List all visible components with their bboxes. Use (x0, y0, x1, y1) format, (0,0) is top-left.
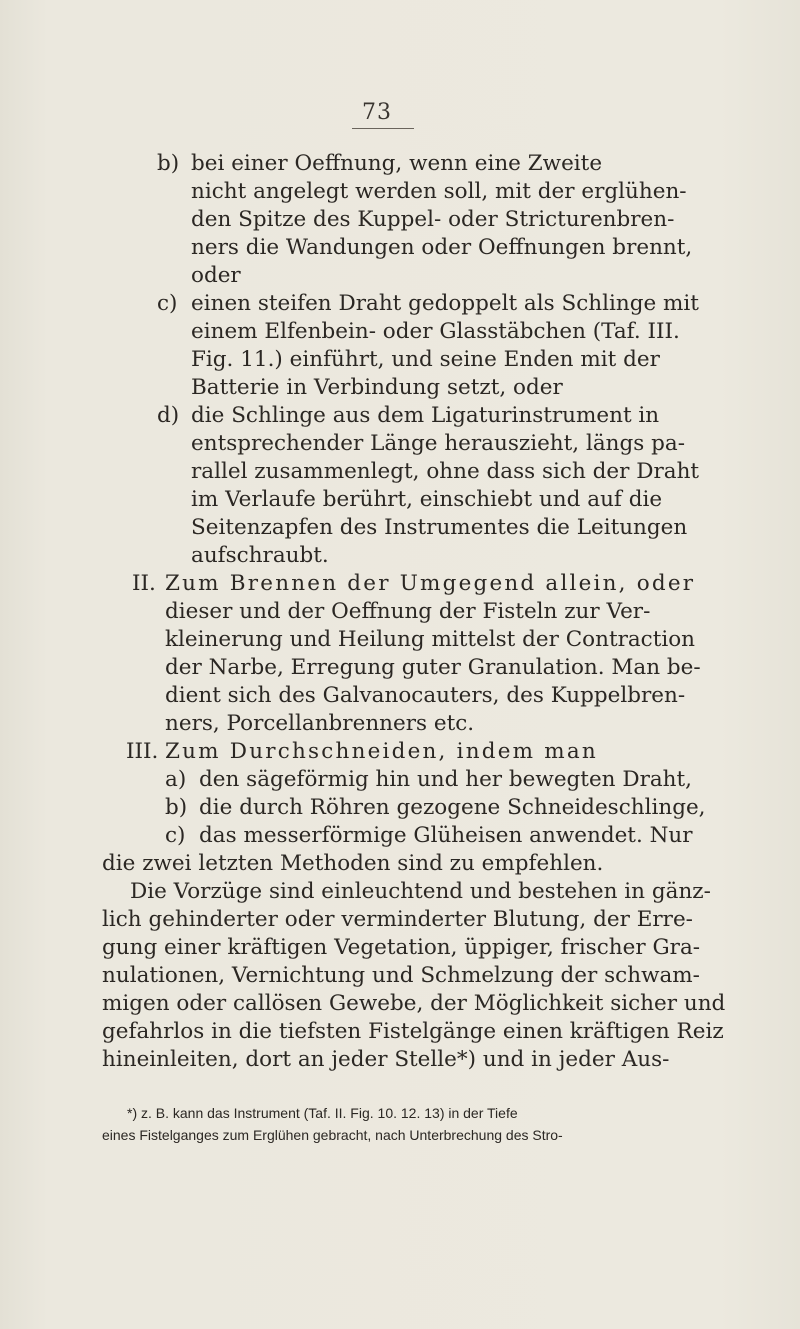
text-line: aufschraubt. (191, 543, 329, 568)
text-line: nulationen, Vernichtung und Schmelzung der schwam- (102, 963, 700, 988)
text-line: der Narbe, Erregung guter Granulation. Man be- (165, 655, 701, 680)
text-line: gung einer kräftigen Vegetation, üppiger, frischer Gra- (102, 935, 701, 960)
text-line: im Verlaufe berührt, einschiebt und auf die (191, 487, 663, 512)
text-line: entsprechender Länge herauszieht, längs pa- (191, 431, 685, 456)
list-marker: b) (165, 795, 188, 820)
text-line: oder (191, 263, 241, 288)
text-line: migen oder callösen Gewebe, der Möglichkeit sicher und (102, 991, 726, 1016)
list-marker: c) (157, 291, 178, 316)
section-heading: Zum Durchschneiden, indem man (165, 739, 598, 764)
text-line: dieser und der Oeffnung der Fisteln zur Ver- (165, 599, 651, 624)
text-line: Die Vorzüge sind einleuchtend und bestehen in gänz- (130, 879, 711, 904)
text-line: Batterie in Verbindung setzt, oder (191, 375, 563, 400)
text-line: nicht angelegt werden soll, mit der erglühen- (191, 179, 687, 204)
text-line: gefahrlos in die tiefsten Fistelgänge einen kräftigen Reiz (102, 1019, 724, 1044)
text-line: ners, Porcellanbrenners etc. (165, 711, 475, 736)
text-line: einen steifen Draht gedoppelt als Schlinge mit (191, 291, 699, 316)
text-line: hineinleiten, dort an jeder Stelle*) und in jeder Aus- (102, 1047, 670, 1072)
text-line: das messerförmige Glüheisen anwendet. Nur (199, 823, 693, 848)
section-marker: II. (132, 571, 156, 596)
text-line: den sägeförmig hin und her bewegten Draht, (199, 767, 692, 792)
header-rule (352, 128, 414, 129)
text-line: einem Elfenbein- oder Glasstäbchen (Taf. III. (191, 319, 680, 344)
text-line: dient sich des Galvanocauters, des Kuppelbren- (165, 683, 686, 708)
page-number: 73 (362, 100, 392, 125)
text-line: die zwei letzten Methoden sind zu empfehlen. (102, 851, 604, 876)
list-marker: a) (165, 767, 187, 792)
text-line: kleinerung und Heilung mittelst der Contraction (165, 627, 696, 652)
section-marker: III. (126, 739, 159, 764)
text-line: die durch Röhren gezogene Schneideschlinge, (199, 795, 706, 820)
text-line: rallel zusammenlegt, ohne dass sich der Draht (191, 459, 700, 484)
text-line: Fig. 11.) einführt, und seine Enden mit der (191, 347, 660, 372)
list-marker: c) (165, 823, 186, 848)
list-marker: b) (157, 151, 180, 176)
text-line: ners die Wandungen oder Oeffnungen brennt, (191, 235, 693, 260)
list-marker: d) (157, 403, 180, 428)
text-line: den Spitze des Kuppel- oder Stricturenbren- (191, 207, 675, 232)
text-line: bei einer Oeffnung, wenn eine Zweite (191, 151, 603, 176)
footnote-line: eines Fistelganges zum Erglühen gebracht, nach Unterbrechung des Stro- (102, 1127, 563, 1143)
footnote-line: *) z. B. kann das Instrument (Taf. II. Fig. 10. 12. 13) in der Tiefe (127, 1105, 518, 1121)
text-line: lich gehinderter oder verminderter Blutung, der Erre- (102, 907, 693, 932)
text-line: die Schlinge aus dem Ligaturinstrument in (191, 403, 660, 428)
section-heading: Zum Brennen der Umgegend allein, oder (165, 571, 696, 596)
text-line: Seitenzapfen des Instrumentes die Leitungen (191, 515, 688, 540)
